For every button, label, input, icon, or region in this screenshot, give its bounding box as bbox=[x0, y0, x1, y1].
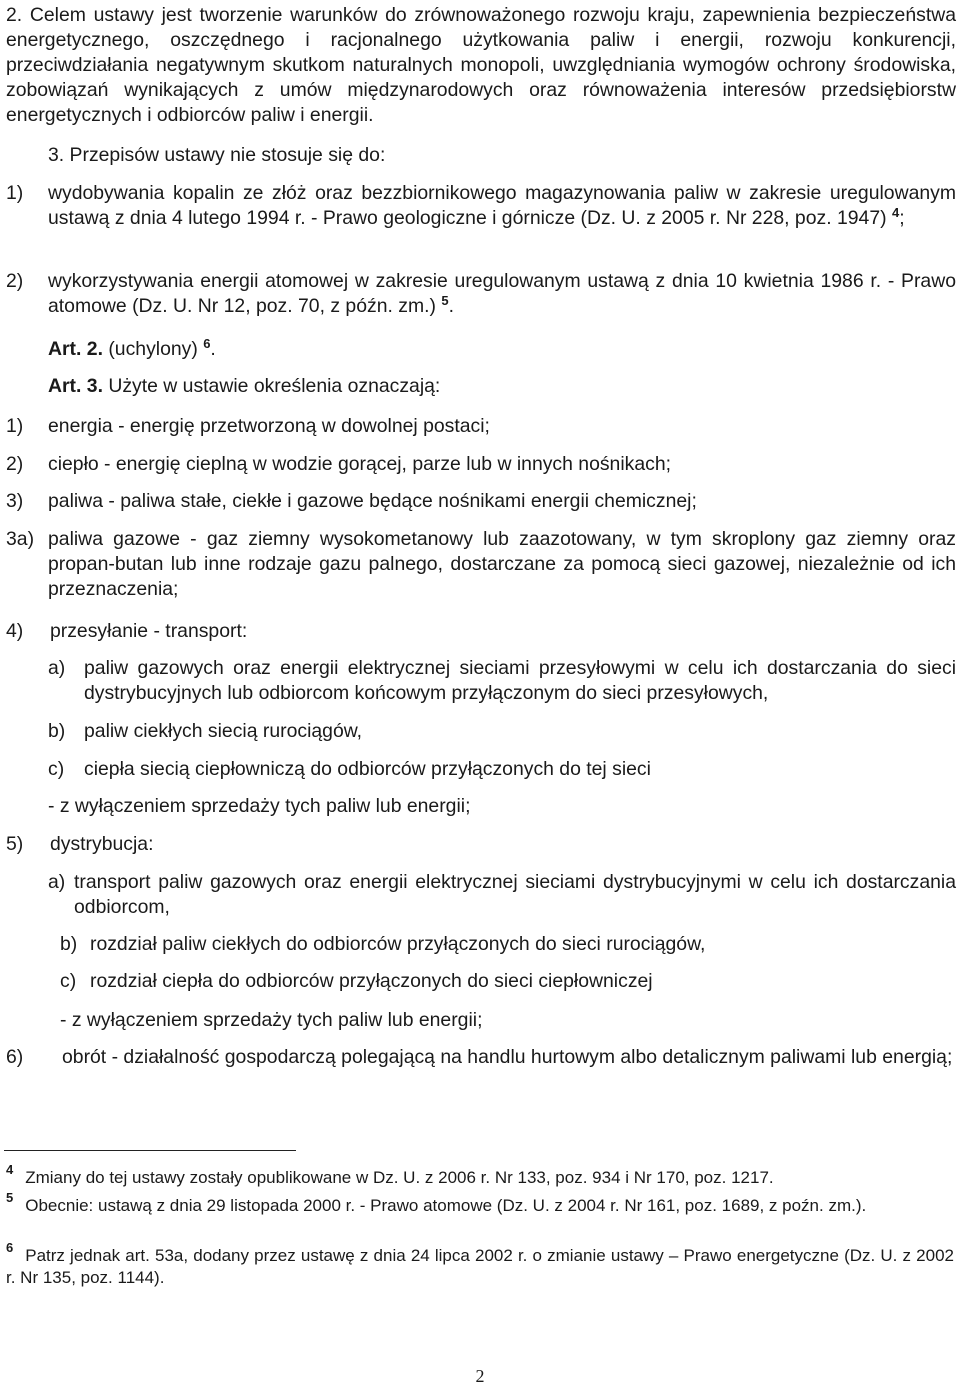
article-label: Art. 2. bbox=[48, 338, 103, 360]
list-text bbox=[48, 181, 956, 231]
paragraph-2: 2. Celem ustawy jest tworzenie warunków do zrównoważonego rozwoju kraju, zapewnienia bezpieczeństwa energetycznego, oszczędnego i racjonalnego użytkowania paliw i energii, rozwoju konkurencji, przeciwdziałania negatywnym skutkom naturalnych monopoli, uwzględniania wymogów ochrony środowiska, zobowiązań wynikających z umów międzynarodowych oraz równoważenia interesów przedsiębiorstw energetycznych i odbiorców paliw i energii. bbox=[6, 4, 956, 126]
list-text: rozdział paliw ciekłych do odbiorców przyłączonych do sieci rurociągów, bbox=[90, 933, 706, 955]
definition-2 bbox=[6, 452, 956, 477]
footnote-5 bbox=[6, 1190, 954, 1217]
footnote-mark: 5 bbox=[6, 1190, 14, 1205]
definition-6 bbox=[6, 1045, 956, 1070]
list-text: przesyłanie - transport: bbox=[50, 620, 248, 642]
list-text-tail: . bbox=[448, 295, 454, 317]
footnote-mark: 6 bbox=[6, 1240, 14, 1255]
paragraph-3: 3. Przepisów ustawy nie stosuje się do: bbox=[48, 144, 386, 166]
list-number: 1) bbox=[6, 182, 24, 204]
definition-3 bbox=[6, 489, 956, 514]
list-number: 2) bbox=[6, 453, 24, 475]
definition-4-tail: - z wyłączeniem sprzedaży tych paliw lub energii; bbox=[48, 795, 471, 817]
definition-5-tail: - z wyłączeniem sprzedaży tych paliw lub energii; bbox=[60, 1009, 483, 1031]
list-text-body: wykorzystywania energii atomowej w zakresie uregulowanym ustawą z dnia 10 kwietnia 1986 r. - Prawo atomowe (Dz. U. Nr 12, poz. 70, z późn. zm.) bbox=[48, 270, 956, 317]
article-text: Użyte w ustawie określenia oznaczają: bbox=[108, 375, 441, 397]
list-text: dystrybucja: bbox=[50, 833, 154, 855]
list-text: energia - energię przetworzoną w dowolnej postaci; bbox=[48, 415, 490, 437]
list-text-body: wydobywania kopalin ze złóż oraz bezzbiornikowego magazynowania paliw w zakresie uregulowanym ustawą z dnia 4 lutego 1994 r. - Prawo geologiczne i górnicze (Dz. U. z 2005 r. Nr 228, poz. 1947) bbox=[48, 182, 956, 229]
article-label: Art. 3. bbox=[48, 375, 103, 397]
exclusion-item-1 bbox=[6, 181, 956, 231]
footnote-text: Patrz jednak art. 53a, dodany przez ustawę z dnia 24 lipca 2002 r. o zmianie ustawy – Prawo energetyczne (Dz. U. z 2002 r. Nr 135, poz. 1144). bbox=[6, 1246, 954, 1287]
definition-5-b bbox=[60, 932, 956, 957]
footnote-mark: 4 bbox=[6, 1162, 14, 1177]
definition-5-c bbox=[60, 969, 956, 994]
list-text: paliwa gazowe - gaz ziemny wysokometanowy lub zaazotowany, w tym skroplony gaz ziemny oraz propan-butan lub inne rodzaje gazu palnego, dostarczane za pomocą sieci gazowej, niezależnie od ich przeznaczenia; bbox=[48, 528, 956, 600]
list-text: ciepła siecią ciepłowniczą do odbiorców przyłączonych do tej sieci bbox=[84, 758, 651, 780]
definition-4-a bbox=[48, 656, 956, 706]
definition-5-a bbox=[48, 870, 956, 920]
list-letter: c) bbox=[60, 970, 77, 992]
list-text: paliwa - paliwa stałe, ciekłe i gazowe będące nośnikami energii chemicznej; bbox=[48, 490, 697, 512]
footnote-text: Obecnie: ustawą z dnia 29 listopada 2000 r. - Prawo atomowe (Dz. U. z 2004 r. Nr 161, poz. 1689, z poźn. zm.). bbox=[25, 1196, 867, 1215]
list-letter: b) bbox=[60, 933, 78, 955]
footnote-ref: 4 bbox=[891, 205, 900, 220]
article-text: (uchylony) bbox=[108, 338, 198, 360]
list-letter: b) bbox=[48, 720, 66, 742]
definition-4-c bbox=[48, 757, 956, 782]
list-number: 3a) bbox=[6, 528, 35, 550]
list-text-tail: ; bbox=[899, 207, 905, 229]
footnote-6 bbox=[6, 1240, 954, 1289]
list-text: paliw gazowych oraz energii elektrycznej sieciami przesyłowymi w celu ich dostarczania do sieci dystrybucyjnych lub odbiorcom końcowym przyłączonym do sieci przesyłowych, bbox=[84, 657, 956, 704]
list-text: paliw ciekłych siecią rurociągów, bbox=[84, 720, 363, 742]
list-text: obrót - działalność gospodarczą polegającą na handlu hurtowym albo detalicznym paliwami lub energią; bbox=[62, 1046, 953, 1068]
exclusion-item-2 bbox=[6, 269, 956, 319]
footnote-text: Zmiany do tej ustawy zostały opublikowane w Dz. U. z 2006 r. Nr 133, poz. 934 i Nr 170, poz. 1217. bbox=[25, 1168, 774, 1187]
list-number: 5) bbox=[6, 833, 24, 855]
definition-4-b bbox=[48, 719, 956, 744]
list-letter: c) bbox=[48, 758, 65, 780]
footnote-ref: 6 bbox=[203, 336, 211, 351]
footnote-divider bbox=[4, 1150, 296, 1151]
list-text: rozdział ciepła do odbiorców przyłączonych do sieci ciepłowniczej bbox=[90, 970, 653, 992]
list-number: 2) bbox=[6, 270, 24, 292]
list-text: transport paliw gazowych oraz energii elektrycznej sieciami dystrybucyjnymi w celu ich dostarczania odbiorcom, bbox=[74, 871, 956, 918]
article-tail: . bbox=[210, 338, 216, 360]
list-number: 1) bbox=[6, 415, 24, 437]
definition-4 bbox=[6, 619, 956, 644]
list-letter: a) bbox=[48, 657, 66, 679]
list-letter: a) bbox=[48, 871, 66, 893]
list-number: 3) bbox=[6, 490, 24, 512]
definition-1 bbox=[6, 414, 956, 439]
article-3-intro bbox=[48, 374, 440, 399]
article-2 bbox=[48, 337, 216, 362]
footnote-4 bbox=[6, 1162, 956, 1189]
footnote-ref: 5 bbox=[441, 293, 449, 308]
list-text bbox=[48, 269, 956, 319]
definition-3a bbox=[6, 527, 956, 602]
list-number: 6) bbox=[6, 1046, 24, 1068]
page-number: 2 bbox=[475, 1366, 485, 1386]
list-text: ciepło - energię cieplną w wodzie gorącej, parze lub w innych nośnikach; bbox=[48, 453, 671, 475]
list-number: 4) bbox=[6, 620, 24, 642]
definition-5 bbox=[6, 832, 956, 857]
